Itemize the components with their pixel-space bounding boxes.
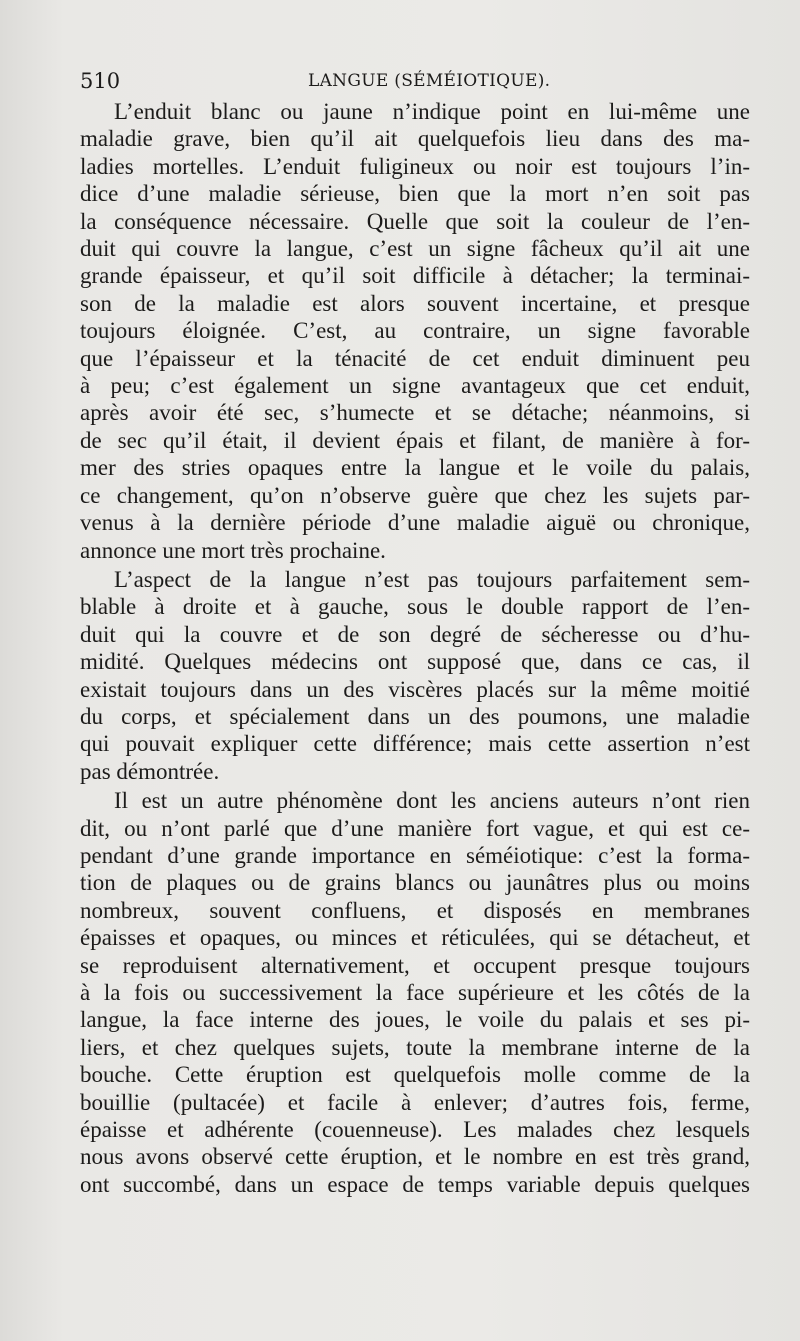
text-line: à peu; c’est également un signe avantageux que cet enduit, bbox=[80, 373, 750, 399]
text-line: pendant d’une grande importance en séméiotique: c’est la forma- bbox=[80, 842, 750, 868]
running-title: LANGUE (SÉMÉIOTIQUE). bbox=[308, 71, 551, 91]
text-line: dice d’une maladie sérieuse, bien que la mort n’en soit pas bbox=[80, 181, 750, 207]
text-line: de sec qu’il était, il devient épais et filant, de manière à for- bbox=[80, 427, 750, 453]
text-line: épaisses et opaques, ou minces et réticulées, qui se détacheut, et bbox=[80, 925, 750, 951]
text-line: la conséquence nécessaire. Quelle que soit la couleur de l’en- bbox=[80, 208, 750, 234]
text-line: annonce une mort très prochaine. bbox=[80, 537, 386, 563]
text-line: à la fois ou successivement la face supérieure et les côtés de la bbox=[80, 980, 750, 1005]
running-head bbox=[80, 64, 750, 98]
text-line: liers, et chez quelques sujets, toute la membrane interne de la bbox=[80, 1034, 750, 1060]
text-line: toujours éloignée. C’est, au contraire, un signe favorable bbox=[80, 318, 750, 344]
text-line: duit qui couvre la langue, c’est un signe fâcheux qu’il ait une bbox=[80, 236, 750, 262]
text-line: venus à la dernière période d’une maladie aiguë ou chronique, bbox=[80, 510, 750, 536]
text-line: épaisse et adhérente (couenneuse). Les malades chez lesquels bbox=[80, 1117, 750, 1143]
text-line: grande épaisseur, et qu’il soit difficile à détacher; la terminai- bbox=[80, 263, 750, 289]
text-line: blable à droite et à gauche, sous le double rapport de l’en- bbox=[80, 594, 750, 620]
text-line: son de la maladie est alors souvent incertaine, et presque bbox=[80, 290, 750, 316]
text-line: bouche. Cette éruption est quelquefois molle comme de la bbox=[80, 1062, 750, 1088]
paragraph-enduit bbox=[80, 98, 750, 564]
text-line: après avoir été sec, s’humecte et se détache; néanmoins, si bbox=[80, 400, 750, 426]
text-line: L’enduit blanc ou jaune n’indique point en lui-même une bbox=[114, 99, 750, 124]
text-line: se reproduisent alternativement, et occupent presque toujours bbox=[80, 952, 750, 978]
text-line: midité. Quelques médecins ont supposé que, dans ce cas, il bbox=[80, 649, 750, 675]
text-line: nous avons observé cette éruption, et le nombre en est très grand, bbox=[80, 1144, 750, 1170]
text-line: pas démontrée. bbox=[80, 758, 220, 784]
text-line: duit qui la couvre et de son degré de sécheresse ou d’hu- bbox=[80, 621, 750, 647]
paragraph-plaques bbox=[80, 787, 750, 1198]
text-line: du corps, et spécialement dans un des poumons, une maladie bbox=[80, 703, 750, 729]
text-line: L’aspect de la langue n’est pas toujours parfaitement sem- bbox=[114, 566, 750, 592]
paragraph-aspect bbox=[80, 566, 750, 785]
text-line: maladie grave, bien qu’il ait quelquefois lieu dans des ma- bbox=[80, 126, 750, 152]
text-line: ont succombé, dans un espace de temps variable depuis quelques bbox=[80, 1171, 750, 1197]
text-line: bouillie (pultacée) et facile à enlever; d’autres fois, ferme, bbox=[80, 1089, 750, 1115]
text-line: existait toujours dans un des viscères placés sur la même moitié bbox=[80, 676, 750, 702]
text-line: langue, la face interne des joues, le voile du palais et ses pi- bbox=[80, 1007, 750, 1033]
text-line: nombreux, souvent confluens, et disposés en membranes bbox=[80, 897, 750, 923]
text-line: qui pouvait expliquer cette différence; mais cette assertion n’est bbox=[80, 731, 750, 757]
text-line: ce changement, qu’on n’observe guère que chez les sujets par- bbox=[80, 482, 750, 508]
text-line: ladies mortelles. L’enduit fuligineux ou noir est toujours l’in- bbox=[80, 153, 750, 179]
text-line: Il est un autre phénomène dont les anciens auteurs n’ont rien bbox=[114, 788, 750, 814]
text-line: tion de plaques ou de grains blancs ou jaunâtres plus ou moins bbox=[80, 870, 750, 896]
text-line: dit, ou n’ont parlé que d’une manière fort vague, et qui est ce- bbox=[80, 815, 750, 841]
text-line: que l’épaisseur et la ténacité de cet enduit diminuent peu bbox=[80, 345, 750, 371]
body-text bbox=[80, 98, 750, 1198]
page-number: 510 bbox=[80, 69, 121, 93]
text-line: mer des stries opaques entre la langue et le voile du palais, bbox=[80, 455, 750, 481]
